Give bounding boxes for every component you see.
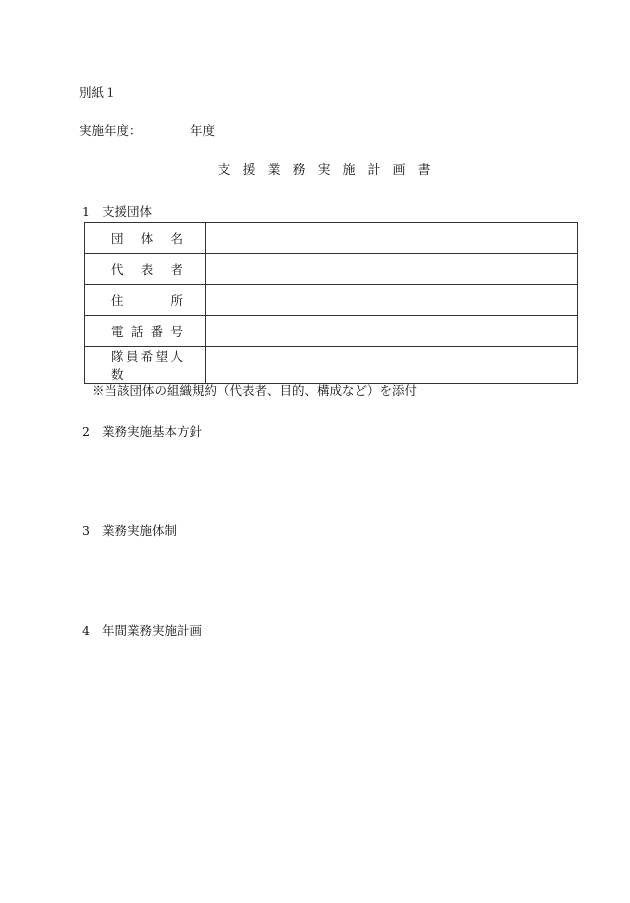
document-title: 支援業務実施計画書: [217, 163, 443, 178]
row-label-phone: [85, 316, 206, 347]
label-text: 電話番号: [111, 324, 183, 339]
members-requested-field[interactable]: [206, 347, 578, 384]
support-group-table: [84, 222, 578, 384]
label-text: 住所: [111, 293, 183, 308]
section-title: 年間業務実施計画: [102, 623, 203, 638]
section-number: 1: [82, 204, 90, 219]
section-heading-annual-plan: [82, 625, 202, 638]
label-text: 隊員希望人数: [111, 349, 183, 382]
phone-field[interactable]: [206, 316, 578, 347]
label-text: 団体名: [111, 231, 183, 246]
section-number: 4: [82, 623, 90, 638]
row-label-address: [85, 285, 206, 316]
table-row: [85, 223, 578, 254]
group-name-field[interactable]: [206, 223, 578, 254]
section-number: 2: [82, 424, 90, 439]
address-field[interactable]: [206, 285, 578, 316]
table-row: [85, 254, 578, 285]
table-row: [85, 347, 578, 384]
fiscal-year-suffix: 年度: [190, 123, 216, 138]
section-title: 業務実施基本方針: [102, 424, 203, 439]
section-title: 業務実施体制: [102, 523, 178, 538]
table-row: [85, 316, 578, 347]
section-title: 支援団体: [102, 204, 153, 219]
section-heading-basic-policy: [82, 426, 202, 439]
representative-field[interactable]: [206, 254, 578, 285]
row-label-representative: [85, 254, 206, 285]
label-text: 代表者: [111, 262, 183, 277]
row-label-members-requested: [85, 347, 206, 384]
section-heading-support-group: [82, 206, 152, 219]
table-row: [85, 285, 578, 316]
attachment-label: 別紙１: [79, 85, 117, 100]
section-heading-implementation-structure: [82, 525, 177, 538]
section-number: 3: [82, 523, 90, 538]
fiscal-year-label: 実施年度：: [79, 123, 142, 138]
row-label-group-name: [85, 223, 206, 254]
table-note: ※当該団体の組織規約（代表者、目的、構成など）を添付: [92, 383, 418, 398]
